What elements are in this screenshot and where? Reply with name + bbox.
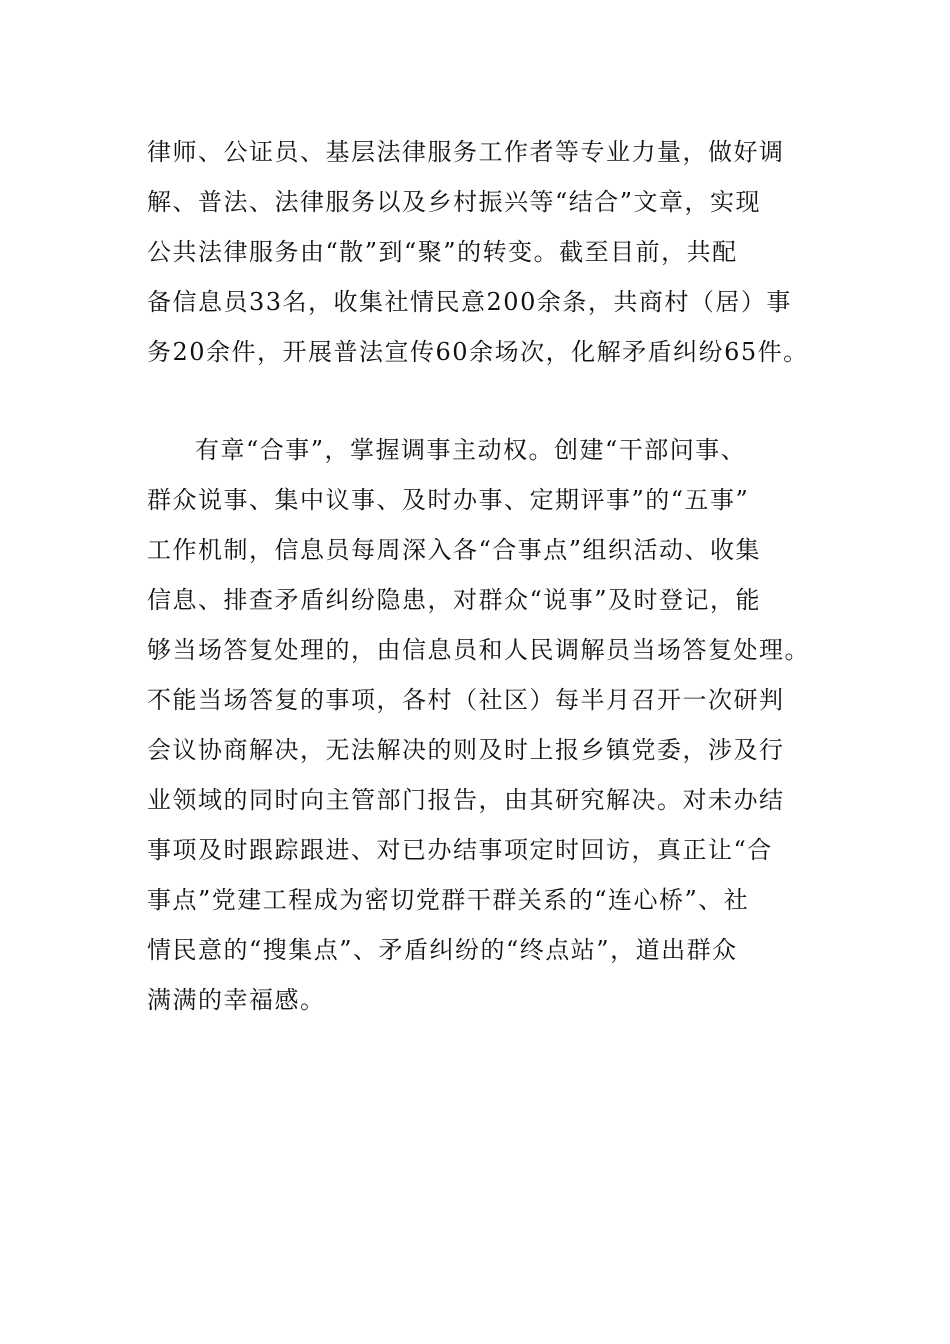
text-line: 备信息员33名，收集社情民意200余条，共商村（居）事 (147, 288, 792, 316)
text-line: 满满的幸福感。 (147, 986, 326, 1014)
text-line: 有章“合事”，掌握调事主动权。创建“干部问事、 (195, 436, 747, 464)
text-line: 工作机制，信息员每周深入各“合事点”组织活动、收集 (147, 536, 762, 564)
text-line: 业领域的同时向主管部门报告，由其研究解决。对未办结 (147, 786, 785, 814)
text-line: 务20余件，开展普法宣传60余场次，化解矛盾纠纷65件。 (147, 338, 809, 366)
text-line: 会议协商解决，无法解决的则及时上报乡镇党委，涉及行 (147, 736, 785, 764)
text-line: 群众说事、集中议事、及时办事、定期评事”的“五事” (147, 486, 750, 514)
text-line: 解、普法、法律服务以及乡村振兴等“结合”文章，实现 (147, 188, 762, 216)
text-line: 事项及时跟踪跟进、对已办结事项定时回访，真正让“合 (147, 836, 773, 864)
text-line: 信息、排查矛盾纠纷隐患，对群众“说事”及时登记，能 (147, 586, 762, 614)
text-line: 公共法律服务由“散”到“聚”的转变。截至目前，共配 (147, 238, 738, 266)
text-line: 不能当场答复的事项，各村（社区）每半月召开一次研判 (147, 686, 785, 714)
text-line: 够当场答复处理的，由信息员和人民调解员当场答复处理。 (147, 636, 810, 664)
text-line: 事点”党建工程成为密切党群干群关系的“连心桥”、社 (147, 886, 750, 914)
text-line: 情民意的“搜集点”、矛盾纠纷的“终点站”，道出群众 (147, 936, 738, 964)
text-line: 律师、公证员、基层法律服务工作者等专业力量，做好调 (147, 138, 785, 166)
